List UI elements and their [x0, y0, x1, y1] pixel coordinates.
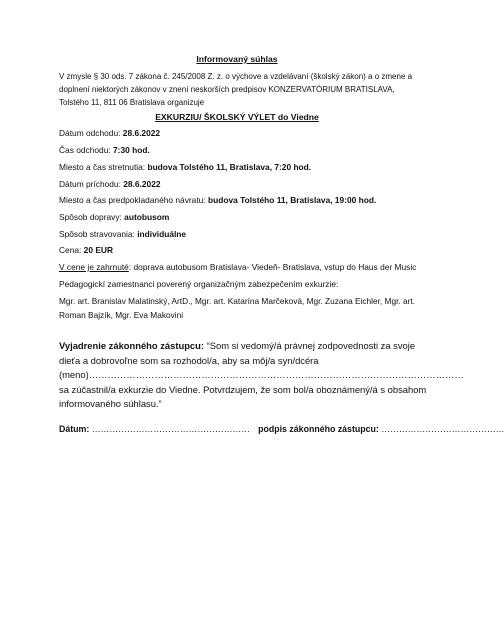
field-transport: [59, 212, 169, 222]
field-meals: [59, 229, 186, 239]
signature-dots: ……………………………………: [378, 424, 504, 434]
field-return-place: [59, 195, 376, 205]
guardian-declaration: [59, 339, 464, 412]
field-label: Spôsob stravovania:: [59, 229, 135, 239]
field-value: autobusom: [121, 212, 170, 222]
field-value: 7:30 hod.: [110, 145, 150, 155]
document-title: Informovaný súhlas: [196, 54, 278, 64]
signature-line: [59, 424, 504, 434]
field-price: [59, 245, 113, 255]
signature-label: podpis zákonného zástupcu:: [258, 424, 379, 434]
field-label: Miesto a čas predpokladaného návratu:: [59, 195, 206, 205]
field-value: budova Tolstého 11, Bratislava, 19:00 hod.: [205, 195, 377, 205]
intro-paragraph: V zmysle § 30 ods. 7 zákona č. 245/2008 Z. z. o výchove a vzdelávaní (školský zákon) a o zmene a doplnení niektorých zákonov v znení neskorších predpisov KONZERVATÓRIUM BRATISLAVA, Tolstého 11, 811 06 Bratislava organizuje: [59, 72, 413, 107]
field-label: Cena:: [59, 245, 82, 255]
field-label: Dátum príchodu:: [59, 179, 121, 189]
staff-heading: Pedagogickí zamestnanci poverený organizačným zabezpečením exkurzie:: [59, 279, 339, 289]
field-value: individuálne: [134, 229, 187, 239]
field-label: Čas odchodu:: [59, 145, 111, 155]
trip-title: EXKURZIU/ ŠKOLSKÝ VÝLET do Viedne: [155, 112, 319, 122]
date-dots: ………………………………………………: [89, 424, 251, 434]
field-label: Dátum odchodu:: [59, 128, 121, 138]
field-label: Spôsob dopravy:: [59, 212, 122, 222]
declaration-text: “Som si vedomý/á právnej zodpovednosti za svoje dieťa a dobrovoľne som sa rozhodol/a, aby sa môj/a syn/dcéra (meno)………………………………………………………………………………………………………… sa zúčastnil/a exkurzie do Viedne. Potvrdzujem, že som bol/a oboznámený/á s obsahom informovaného súhlasu.”: [59, 340, 464, 410]
field-departure-time: [59, 145, 150, 155]
declaration-label: Vyjadrenie zákonného zástupcu:: [59, 340, 204, 351]
field-label: Miesto a čas stretnutia:: [59, 162, 146, 172]
field-arrival-date: [59, 179, 161, 189]
field-value: 20 EUR: [81, 245, 114, 255]
field-value: 28.6.2022: [120, 179, 161, 189]
staff-names: Mgr. art. Branislav Malatinský, ArtD., Mgr. art. Katarína Marčeková, Mgr. Zuzana Eichler, Mgr. art. Roman Bajzík, Mgr. Eva Makovini: [59, 296, 415, 320]
field-meeting-place: [59, 162, 311, 172]
field-departure-date: [59, 128, 160, 138]
included-text: : doprava autobusom Bratislava- Viedeň- Bratislava, vstup do Haus der Music: [128, 262, 417, 272]
included-line: [59, 262, 416, 272]
date-label: Dátum:: [59, 424, 90, 434]
included-label: V cene je zahrnuté: [59, 262, 129, 272]
field-value: budova Tolstého 11, Bratislava, 7:20 hod.: [145, 162, 312, 172]
field-value: 28.6.2022: [120, 128, 161, 138]
